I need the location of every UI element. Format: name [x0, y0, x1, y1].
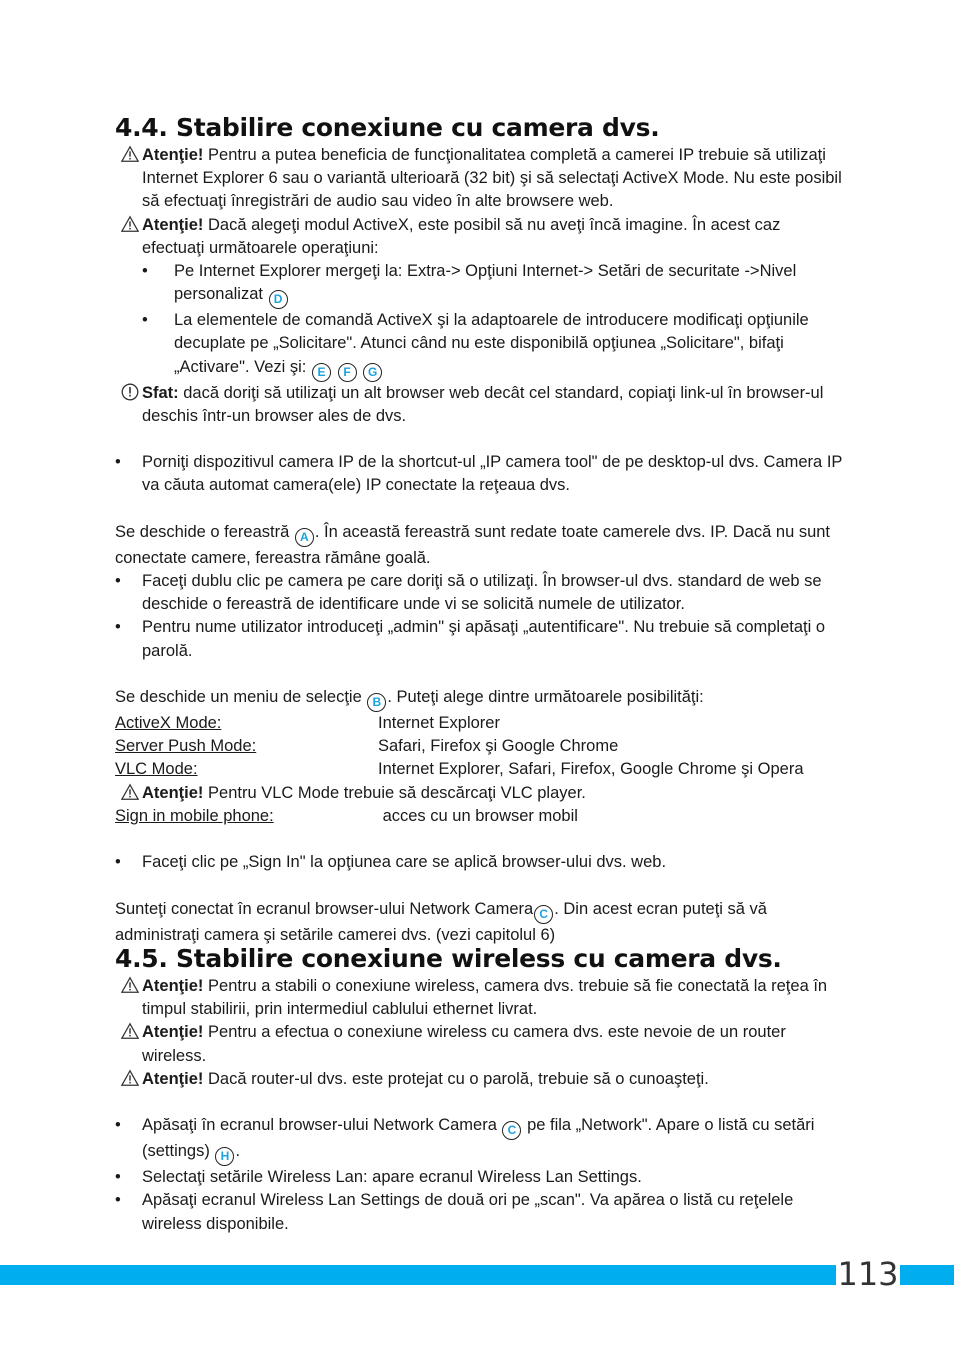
section-4-4-heading: 4.4. Stabilire conexiune cu camera dvs.: [115, 113, 660, 142]
warning-text: Pentru a stabili o conexiune wireless, camera dvs. trebuie să fie conectată la reţea în timpul stabilirii, prin intermediul cablului ethernet livrat.: [142, 977, 828, 1019]
bullet-item: [115, 1189, 845, 1235]
paragraph-text: Sunteţi conectat în ecranul browser-ului Network Camera: [115, 899, 534, 918]
reference-h-icon: H: [215, 1147, 234, 1166]
mode-row: [115, 758, 845, 781]
warning-text: Dacă alegeţi modul ActiveX, este posibil să nu aveţi încă imagine. În acest caz efectuaţi următoarele operaţiuni:: [142, 215, 781, 257]
bullet-dot: •: [115, 1168, 121, 1187]
reference-e-icon: E: [312, 363, 331, 382]
bullet-text: Faceţi dublu clic pe camera pe care doriţi să o utilizaţi. În browser-ul dvs. standard de web se deschide o fereastră de identificare unde vi se solicită numele de utilizator.: [142, 572, 822, 614]
sub-bullet-item: [115, 309, 845, 381]
warning-note: [115, 975, 845, 1021]
warning-note: [115, 144, 845, 214]
warning-triangle-icon: [121, 976, 139, 994]
section-4-5-body: [115, 975, 845, 1236]
mode-row: [115, 805, 845, 828]
warning-note: [115, 214, 845, 260]
warning-text: Dacă router-ul dvs. este protejat cu o parolă, trebuie să o cunoaşteţi.: [203, 1069, 709, 1088]
mode-label: Server Push Mode:: [115, 737, 257, 756]
bullet-dot: •: [142, 262, 148, 281]
paragraph-text: Se deschide un meniu de selecţie: [115, 688, 367, 707]
tip-label: Sfat:: [142, 383, 179, 402]
reference-c-icon: C: [502, 1121, 521, 1140]
warning-label: Atenţie!: [142, 1023, 204, 1042]
reference-c-icon: C: [534, 905, 553, 924]
warning-note: [115, 1068, 845, 1091]
warning-label: Atenţie!: [142, 783, 204, 802]
sub-bullet-item: [115, 260, 845, 309]
paragraph-text: . Puteţi alege dintre următoarele posibilităţi:: [387, 688, 704, 707]
tip-text: dacă doriţi să utilizaţi un alt browser web decât cel standard, copiaţi link-ul în browser-ul deschis într-un browser ales de dvs.: [142, 383, 824, 425]
warning-triangle-icon: [121, 215, 139, 233]
bullet-text: .: [235, 1142, 241, 1161]
bullet-dot: •: [115, 1191, 121, 1210]
bullet-dot: •: [115, 618, 121, 637]
bullet-item: [115, 451, 845, 497]
page-number: 113: [837, 1255, 899, 1293]
section-4-5-heading: 4.5. Stabilire conexiune wireless cu camera dvs.: [115, 944, 782, 973]
paragraph-text: Se deschide o fereastră: [115, 522, 294, 541]
warning-triangle-icon: [121, 783, 139, 801]
mode-value: acces cu un browser mobil: [378, 806, 578, 825]
paragraph: [115, 686, 845, 712]
bullet-text: pe fila „Network". Apare o listă cu setări (settings): [142, 1116, 815, 1161]
reference-f-icon: F: [338, 363, 357, 382]
paragraph-text: . În această fereastră sunt redate toate camerele dvs. IP. Dacă nu sunt conectate camere, fereastra rămâne goală.: [115, 522, 831, 567]
reference-d-icon: D: [269, 290, 288, 309]
warning-triangle-icon: [121, 1022, 139, 1040]
bullet-dot: •: [115, 453, 121, 472]
warning-text: Pentru a efectua o conexiune wireless cu camera dvs. este nevoie de un router wireless.: [142, 1023, 786, 1065]
bullet-item: [115, 1114, 845, 1166]
paragraph-text: . Din acest ecran puteţi să vă administraţi camera şi setările camerei dvs. (vezi capitolul 6): [115, 899, 767, 944]
bullet-dot: •: [115, 1116, 121, 1135]
bullet-item: [115, 570, 845, 616]
mode-label: VLC Mode:: [115, 760, 198, 779]
footer-accent-bar: [0, 1265, 954, 1285]
bullet-dot: •: [142, 311, 148, 330]
paragraph: [115, 521, 845, 570]
warning-text: Pentru VLC Mode trebuie să descărcaţi VLC player.: [203, 783, 586, 802]
bullet-text: Selectaţi setările Wireless Lan: apare ecranul Wireless Lan Settings.: [142, 1168, 642, 1187]
bullet-text: Apăsaţi ecranul Wireless Lan Settings de două ori pe „scan". Va apărea o listă cu reţelele wireless disponibile.: [142, 1191, 794, 1233]
warning-triangle-icon: [121, 145, 139, 163]
bullet-text: Apăsaţi în ecranul browser-ului Network Camera: [142, 1116, 502, 1135]
sub-bullet-text: Pe Internet Explorer mergeţi la: Extra-> Opţiuni Internet-> Setări de securitate ->Nivel personalizat: [174, 262, 797, 304]
tip-note: [115, 382, 845, 428]
reference-a-icon: A: [295, 528, 314, 547]
reference-g-icon: G: [363, 363, 382, 382]
bullet-item: [115, 616, 845, 662]
mode-value: Safari, Firefox şi Google Chrome: [378, 737, 619, 756]
section-4-4-body: [115, 144, 845, 947]
warning-label: Atenţie!: [142, 146, 204, 164]
warning-note: [115, 782, 845, 805]
mode-value: Internet Explorer: [378, 714, 500, 733]
bullet-dot: •: [115, 572, 121, 591]
warning-label: Atenţie!: [142, 215, 204, 234]
mode-row: [115, 735, 845, 758]
bullet-text: Porniţi dispozitivul camera IP de la shortcut-ul „IP camera tool" de pe desktop-ul dvs. Camera IP va căuta automat camera(ele) IP conectate la reţeaua dvs.: [142, 453, 843, 495]
paragraph: [115, 898, 845, 947]
reference-b-icon: B: [367, 693, 386, 712]
mode-value: Internet Explorer, Safari, Firefox, Google Chrome şi Opera: [378, 760, 804, 779]
bullet-item: [115, 1166, 845, 1189]
bullet-dot: •: [115, 853, 121, 872]
warning-label: Atenţie!: [142, 1069, 204, 1088]
warning-label: Atenţie!: [142, 977, 204, 995]
exclamation-circle-icon: [121, 383, 139, 401]
mode-label: Sign in mobile phone:: [115, 806, 274, 825]
warning-note: [115, 1021, 845, 1067]
bullet-text: Pentru nume utilizator introduceţi „admin" şi apăsaţi „autentificare". Nu trebuie să completaţi o parolă.: [142, 618, 826, 660]
bullet-text: Faceţi clic pe „Sign In" la opţiunea care se aplică browser-ului dvs. web.: [142, 853, 667, 872]
warning-triangle-icon: [121, 1069, 139, 1087]
bullet-item: [115, 851, 845, 874]
sub-bullet-text: La elementele de comandă ActiveX şi la adaptoarele de introducere modificaţi opţiunile decuplate pe „Solicitare". Atunci când nu este disponibilă opţiunea „Solicitare", bifaţi „Activare". Vezi şi:: [174, 311, 809, 376]
warning-text: Pentru a putea beneficia de funcţionalitatea completă a camerei IP trebuie să utilizaţi Internet Explorer 6 sau o variantă ulterioară (32 bit) şi să selectaţi ActiveX Mode. Nu este posibil să efectuaţi înregistrări de audio sau video în alte browsere web.: [142, 146, 842, 211]
mode-row: [115, 712, 845, 735]
mode-label: ActiveX Mode:: [115, 714, 222, 733]
